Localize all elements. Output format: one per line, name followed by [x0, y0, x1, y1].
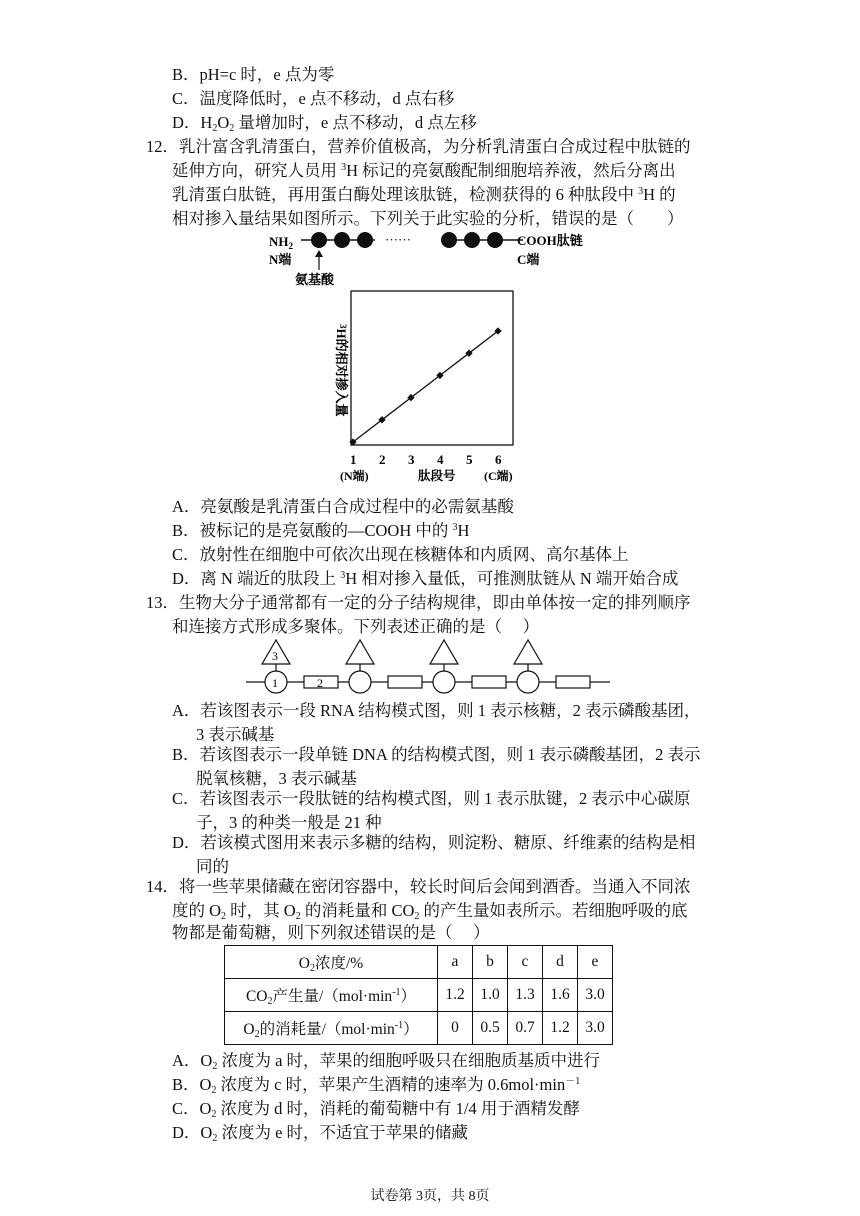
chart-y-axis-label: $^3$H的相对掺入量: [334, 324, 349, 417]
q11-option-b: B．pH=c 时，e 点为零: [172, 65, 335, 84]
q13-option-a-line2: 3 表示碱基: [196, 725, 275, 744]
chart-x-axis-label: 肽段号: [418, 469, 456, 483]
q14-option-d: D．$O_2$ 浓度为 e 时，不适宜于苹果的储藏: [172, 1123, 469, 1144]
page-footer: 试卷第 3页，共 8页: [370, 1189, 490, 1204]
label-1: 1: [272, 676, 278, 690]
amino-acid-ball: [311, 232, 327, 248]
nh2-label: $NH_2$: [269, 234, 293, 251]
q12-option-b: B．被标记的是亮氨酸的—COOH 中的 $^3$H: [172, 521, 470, 540]
table-header-cell: b: [473, 946, 508, 979]
chart-x-tick-label: 6: [495, 452, 502, 467]
table-cell: 0: [438, 1012, 473, 1045]
label-2: 2: [317, 676, 323, 690]
table-header-label: $O_2$浓度/%: [225, 946, 438, 979]
q11-option-d: D．$H_2O_2$ 量增加时，e 点不移动，d 点左移: [172, 113, 477, 134]
table-cell: 3.0: [578, 979, 613, 1012]
q12-line-chart: [328, 288, 528, 488]
table-row: [225, 979, 613, 1012]
q12-stem-line4: 相对掺入量结果如图所示。下列关于此实验的分析，错误的是（ ）: [172, 209, 684, 228]
table-header-cell: d: [543, 946, 578, 979]
q12-option-c: C．放射性在细胞中可依次出现在核糖体和内质网、高尔基体上: [172, 545, 629, 564]
n-end-label: N端: [269, 252, 292, 267]
table-cell: 1.0: [473, 979, 508, 1012]
table-cell: 0.7: [508, 1012, 543, 1045]
chart-n-tick-label: (N端): [340, 469, 369, 483]
q13-stem-line1: 13．生物大分子通常都有一定的分子结构规律，即由单体按一定的排列顺序: [146, 593, 691, 612]
table-row-label: $O_2$的消耗量$/(mol\cdot\min^{-1})$: [225, 1012, 438, 1045]
amino-acid-ball: [464, 232, 480, 248]
cooh-label: COOH肽链: [517, 233, 583, 248]
table-row-label: $CO_2$产生量$/(mol\cdot\min^{-1})$: [225, 979, 438, 1012]
amino-acid-ball: [357, 232, 373, 248]
chart-x-tick-label: 3: [408, 452, 415, 467]
table-cell: 1.6: [543, 979, 578, 1012]
table-header-cell: e: [578, 946, 613, 979]
amino-acid-ball: [334, 232, 350, 248]
q11-option-c: C．温度降低时，e 点不移动，d 点右移: [172, 89, 455, 108]
table-cell: 1.2: [438, 979, 473, 1012]
chart-x-tick-label: 2: [379, 452, 386, 467]
q12-stem-line3: 乳清蛋白肽链，再用蛋白酶处理该肽链，检测获得的 6 种肽段中 $^3$H 的: [172, 185, 676, 204]
q13-option-b-line2: 脱氧核糖，3 表示碱基: [196, 769, 357, 788]
table-cell: 3.0: [578, 1012, 613, 1045]
q12-option-d: D．离 N 端近的肽段上 $^3$H 相对掺入量低，可推测肽链从 N 端开始合成: [172, 569, 679, 588]
table-row: [225, 946, 613, 979]
table-cell: 1.2: [543, 1012, 578, 1045]
table-cell: 1.3: [508, 979, 543, 1012]
q14-stem-line1: 14．将一些苹果储藏在密闭容器中，较长时间后会闻到酒香。当通入不同浓: [146, 877, 691, 896]
q14-data-table: [224, 945, 613, 1045]
table-row: [225, 1012, 613, 1045]
q12-option-a: A．亮氨酸是乳清蛋白合成过程中的必需氨基酸: [172, 497, 514, 516]
q12-peptide-chain-figure: [265, 228, 625, 288]
amino-acid-ball: [441, 232, 457, 248]
chart-x-tick-label: 4: [437, 452, 444, 467]
q13-option-d-line2: 同的: [196, 857, 229, 876]
q14-option-b: B．$O_2$ 浓度为 c 时，苹果产生酒精的速率为 $0.6mol\cdot\min^{-1}$: [172, 1075, 581, 1096]
q12-stem-line1: 12．乳汁富含乳清蛋白，营养价值极高，为分析乳清蛋白合成过程中肽链的: [146, 137, 691, 156]
table-cell: 0.5: [473, 1012, 508, 1045]
table-header-cell: c: [508, 946, 543, 979]
c-end-label: C端: [517, 252, 540, 267]
chart-frame: [351, 291, 513, 445]
table-header-cell: a: [438, 946, 473, 979]
q14-stem-line3: 物都是葡萄糖，则下列叙述错误的是（ ）: [172, 923, 490, 942]
label-3: 3: [272, 649, 278, 663]
q12-stem-line2: 延伸方向，研究人员用 $^3$H 标记的亮氨酸配制细胞培养液，然后分离出: [172, 161, 676, 180]
q13-option-c-line2: 子，3 的种类一般是 21 种: [196, 813, 382, 832]
q13-option-d-line1: D．若该模式图用来表示多糖的结构，则淀粉、糖原、纤维素的结构是相: [172, 833, 696, 852]
chart-series-line: [353, 331, 498, 442]
chart-x-tick-label: 5: [466, 452, 473, 467]
chart-x-tick-label: 1: [350, 452, 357, 467]
q13-option-c-line1: C．若该图表示一段肽链的结构模式图，则 1 表示肽键，2 表示中心碳原: [172, 789, 691, 808]
q13-stem-line2: 和连接方式形成多聚体。下列表述正确的是（ ）: [172, 617, 540, 636]
q13-polymer-figure: [244, 634, 616, 696]
amino-acid-label: 氨基酸: [295, 272, 335, 287]
q14-stem-line2: 度的 $O_2$ 时，其 $O_2$ 的消耗量和 $CO_2$ 的产生量如表所示。若细胞呼吸的底: [172, 901, 688, 922]
amino-acid-ball: [487, 232, 503, 248]
q14-option-c: C．$O_2$ 浓度为 d 时，消耗的葡萄糖中有 1/4 用于酒精发酵: [172, 1099, 580, 1120]
q13-option-a-line1: A．若该图表示一段 RNA 结构模式图，则 1 表示核糖，2 表示磷酸基团，: [172, 701, 701, 720]
q14-option-a: A．$O_2$ 浓度为 a 时，苹果的细胞呼吸只在细胞质基质中进行: [172, 1051, 601, 1072]
chain-ellipsis: ······: [385, 232, 411, 247]
chart-c-tick-label: (C端): [484, 469, 513, 483]
q13-option-b-line1: B．若该图表示一段单链 DNA 的结构模式图，则 1 表示磷酸基团，2 表示: [172, 745, 701, 764]
